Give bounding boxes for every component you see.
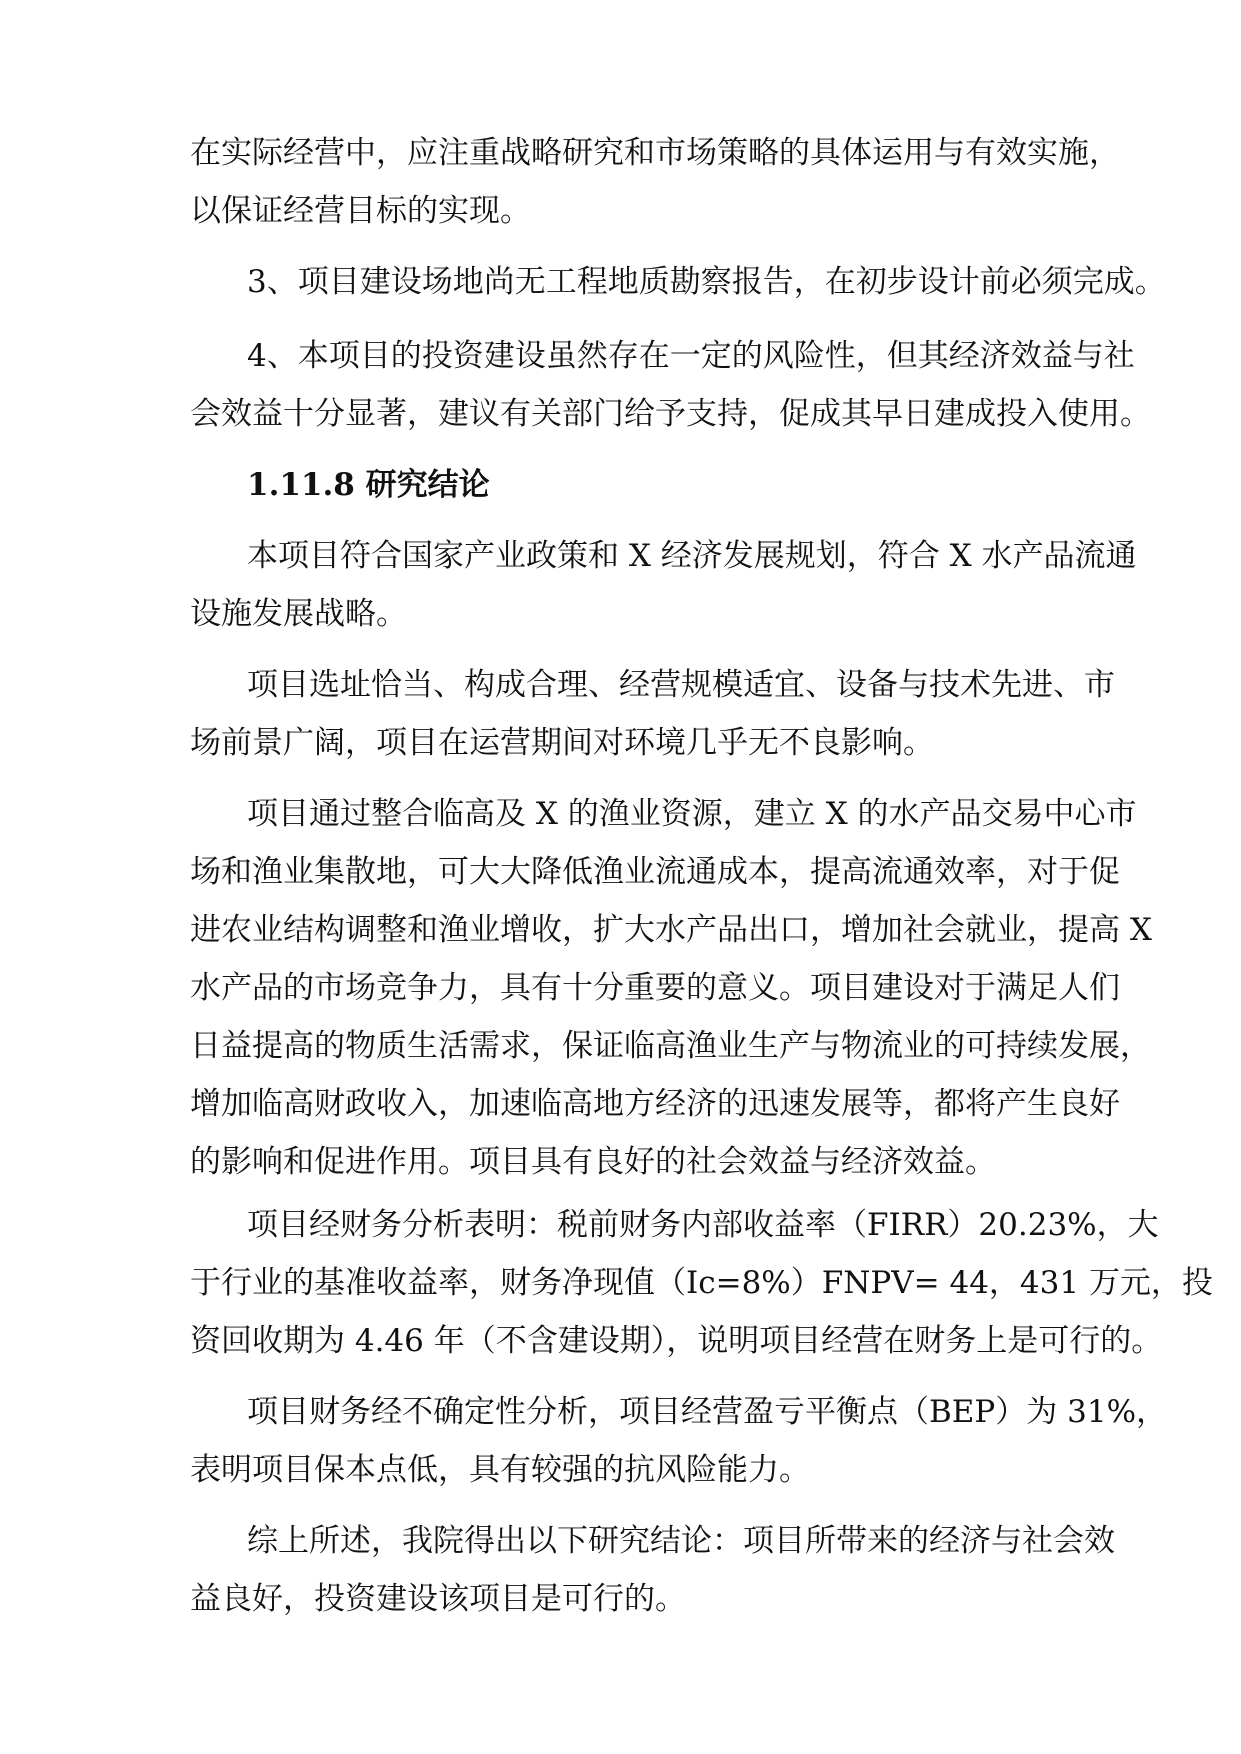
text-line: 本项目符合国家产业政策和 X 经济发展规划，符合 X 水产品流通 — [247, 538, 1137, 574]
text-line: 增加临高财政收入，加速临高地方经济的迅速发展等，都将产生良好 — [190, 1086, 1120, 1122]
text-line: 的影响和促进作用。项目具有良好的社会效益与经济效益。 — [190, 1144, 996, 1180]
text-line: 4、本项目的投资建设虽然存在一定的风险性，但其经济效益与社 — [247, 338, 1135, 374]
text-line: 综上所述，我院得出以下研究结论：项目所带来的经济与社会效 — [247, 1523, 1115, 1559]
text-line: 日益提高的物质生活需求，保证临高渔业生产与物流业的可持续发展， — [190, 1028, 1151, 1064]
text-line: 场前景广阔，项目在运营期间对环境几乎无不良影响。 — [190, 725, 934, 761]
text-line: 场和渔业集散地，可大大降低渔业流通成本，提高流通效率，对于促 — [190, 854, 1120, 890]
text-line: 进农业结构调整和渔业增收，扩大水产品出口，增加社会就业，提高 X — [190, 912, 1152, 948]
text-line: 项目选址恰当、构成合理、经营规模适宜、设备与技术先进、市 — [247, 667, 1115, 703]
section-heading: 1.11.8 研究结论 — [247, 467, 490, 503]
text-line: 项目财务经不确定性分析，项目经营盈亏平衡点（BEP）为 31%， — [247, 1394, 1168, 1430]
text-line: 会效益十分显著，建议有关部门给予支持，促成其早日建成投入使用。 — [190, 396, 1151, 432]
text-line: 益良好，投资建设该项目是可行的。 — [190, 1581, 686, 1617]
text-line: 3、项目建设场地尚无工程地质勘察报告，在初步设计前必须完成。 — [247, 264, 1166, 300]
text-line: 水产品的市场竞争力，具有十分重要的意义。项目建设对于满足人们 — [190, 970, 1120, 1006]
text-line: 设施发展战略。 — [190, 596, 407, 632]
text-line: 于行业的基准收益率，财务净现值（Ic=8%）FNPV= 44，431 万元，投 — [190, 1265, 1213, 1301]
text-line: 表明项目保本点低，具有较强的抗风险能力。 — [190, 1452, 810, 1488]
text-line: 项目通过整合临高及 X 的渔业资源，建立 X 的水产品交易中心市 — [247, 796, 1137, 832]
text-line: 在实际经营中，应注重战略研究和市场策略的具体运用与有效实施， — [190, 135, 1120, 171]
text-line: 以保证经营目标的实现。 — [190, 193, 531, 229]
text-line: 资回收期为 4.46 年（不含建设期），说明项目经营在财务上是可行的。 — [190, 1323, 1163, 1359]
text-line: 项目经财务分析表明：税前财务内部收益率（FIRR）20.23%，大 — [247, 1207, 1159, 1243]
